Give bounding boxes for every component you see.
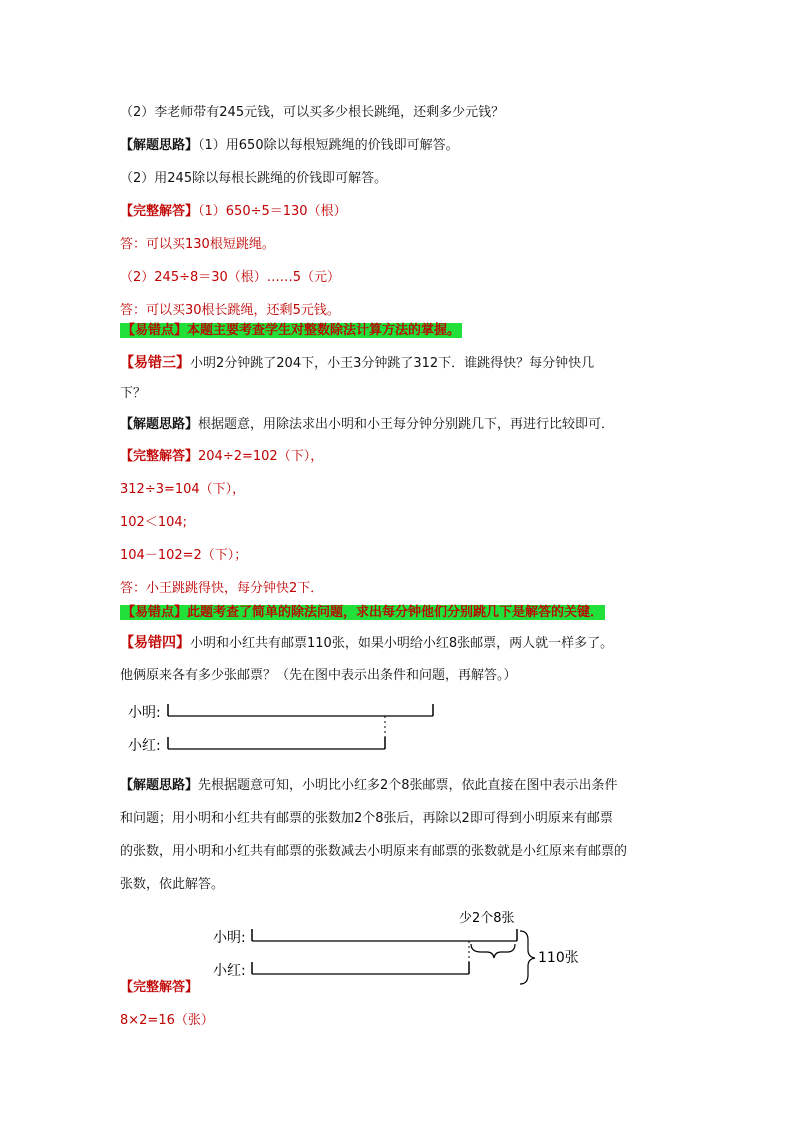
answer-text: 204÷2=102（下）， [198, 449, 324, 464]
line-thinking-3 [120, 416, 614, 434]
line-answer-3: （2）245÷8＝30（根）……5（元） [120, 270, 341, 285]
line-answer-5 [120, 448, 323, 466]
thinking-text: 根据题意，用除法求出小明和小王每分钟分别跳几下，再进行比较即可． [198, 417, 615, 432]
line-answer-tag-4: 【完整解答】 [120, 980, 199, 995]
line-question-2: （2）李老师带有245元钱，可以买多少根长跳绳，还剩多少元钱？ [120, 105, 505, 120]
answer-value: 5元钱。 [292, 303, 340, 318]
label-xiaohong: 小红: [213, 963, 246, 979]
line-answer-4 [120, 302, 340, 320]
answer-value: 130根短跳绳。 [185, 237, 275, 252]
line-error-4-cont: 他俩原来各有多少张邮票？（先在图中表示出条件和问题，再解答。） [120, 668, 517, 683]
line-thinking-7: 张数，依此解答。 [120, 877, 225, 892]
line-thinking-5: 和问题；用小明和小红共有邮票的张数加2个8张后，再除以2即可得到小明原来有邮票 [120, 811, 613, 826]
line-error-3 [120, 354, 594, 373]
label-xiaoming: 小明: [213, 930, 246, 946]
brace-right-icon [520, 931, 535, 984]
label-less: 少2个8张 [459, 911, 515, 926]
tag-thinking: 【解题思路】 [120, 138, 199, 153]
line-thinking-1 [120, 137, 459, 155]
tag-answer: 【完整解答】 [120, 204, 199, 219]
line-error-point-2 [120, 604, 605, 622]
line-error-4 [120, 634, 613, 653]
answer-prefix: 答：可以买 [120, 303, 186, 318]
tag-error-3: 【易错三】 [120, 355, 190, 371]
label-xiaohong: 小红: [128, 738, 161, 754]
highlight-error-point: 【易错点】本题主要考查学生对整数除法计算方法的掌握。 [122, 323, 461, 338]
line-answer-2 [120, 236, 275, 254]
highlight-error-point: 【易错点】此题考查了简单的除法问题，求出每分钟他们分别跳几下是解答的关键． [122, 605, 604, 620]
line-thinking-6: 的张数，用小明和小红共有邮票的张数减去小明原来有邮票的张数就是小红原来有邮票的 [120, 844, 628, 859]
line-error-point-1 [120, 322, 462, 340]
answer-prefix: 答：可以买 [120, 237, 186, 252]
line-answer-6: 312÷3=104（下）， [120, 482, 246, 497]
line-answer-9: 答：小王跳跳得快，每分钟快2下． [120, 581, 324, 596]
label-total: 110张 [538, 950, 579, 966]
error-4-text: 小明和小红共有邮票110张，如果小明给小红8张邮票，两人就一样多了。 [190, 636, 614, 651]
line-answer-10: 8×2=16（张） [120, 1013, 214, 1028]
line-answer-7: 102＜104; [120, 515, 188, 530]
tag-thinking: 【解题思路】 [120, 778, 199, 793]
line-thinking-2: （2）用245除以每根长跳绳的价钱即可解答。 [120, 171, 388, 186]
line-thinking-4 [120, 777, 618, 795]
label-xiaoming: 小明: [128, 705, 161, 721]
answer-value: 30根长跳绳，还剩 [185, 303, 293, 318]
line-error-3-cont: 下？ [120, 386, 147, 401]
brace-bottom-icon [471, 944, 515, 958]
tag-error-4: 【易错四】 [120, 635, 190, 651]
answer-text: （1）650÷5＝130（根） [198, 204, 347, 219]
thinking-text: 先根据题意可知，小明比小红多2个8张邮票，依此直接在图中表示出条件 [198, 778, 618, 793]
tag-answer: 【完整解答】 [120, 449, 199, 464]
thinking-text: （1）用650除以每根短跳绳的价钱即可解答。 [198, 138, 459, 153]
tag-thinking: 【解题思路】 [120, 417, 199, 432]
line-answer-8: 104－102=2（下）； [120, 548, 248, 563]
error-3-text: 小明2分钟跳了204下，小王3分钟跳了312下．谁跳得快？每分钟快几 [190, 356, 595, 371]
line-answer-1 [120, 203, 347, 221]
